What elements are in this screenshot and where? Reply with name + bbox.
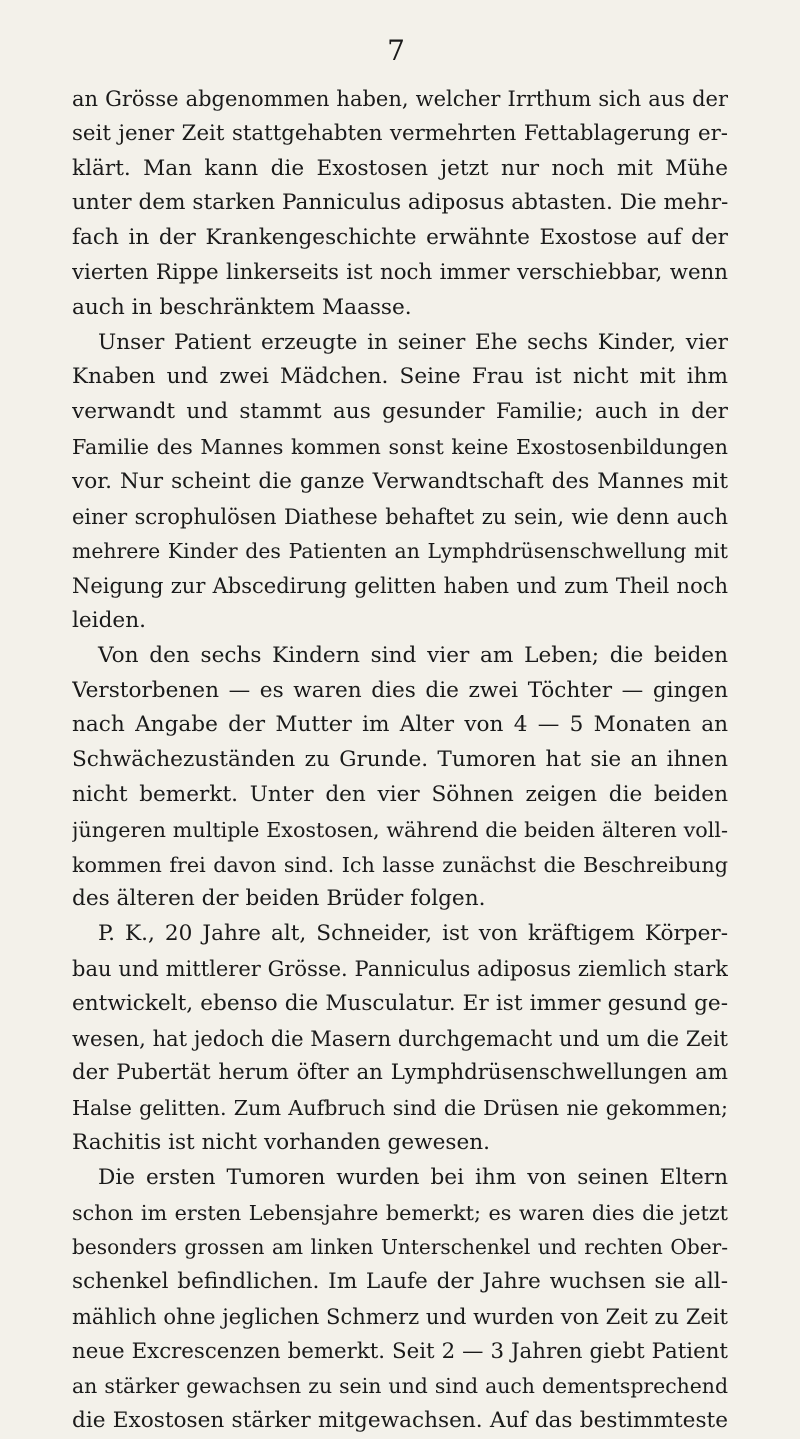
text-line: wesen, hat jedoch die Masern durchgemacht und um die Zeit [72, 1026, 728, 1051]
text-line: vierten Rippe linkerseits ist noch immer verschiebbar, wenn [72, 259, 728, 285]
text-line: unter dem starken Panniculus adiposus abtasten. Die mehr- [72, 190, 728, 216]
text-line: fach in der Krankengeschichte erwähnte Exostose auf der [72, 225, 728, 251]
text-line: nach Angabe der Mutter im Alter von 4 — 5 Monaten an [72, 712, 728, 738]
text-line: vor. Nur scheint die ganze Verwandtschaft des Mannes mit [72, 468, 728, 494]
text-line: Knaben und zwei Mädchen. Seine Frau ist nicht mit ihm [72, 364, 728, 390]
text-line: Halse gelitten. Zum Aufbruch sind die Drüsen nie gekommen; [72, 1096, 728, 1121]
text-line: Verstorbenen — es waren dies die zwei Töchter — gingen [72, 677, 728, 703]
text-line: bau und mittlerer Grösse. Panniculus adiposus ziemlich stark [72, 956, 728, 981]
text-line: P. K., 20 Jahre alt, Schneider, ist von kräftigem Körper- [98, 921, 728, 947]
text-line: kommen frei davon sind. Ich lasse zunächst die Beschreibung [72, 852, 728, 877]
text-line: Von den sechs Kindern sind vier am Leben; die beiden [98, 642, 728, 668]
text-line: auch in beschränktem Maasse. [72, 294, 412, 320]
text-line: neue Excrescenzen bemerkt. Seit 2 — 3 Jahren giebt Patient [72, 1338, 728, 1364]
text-line: jüngeren multiple Exostosen, während die beiden älteren voll- [72, 817, 728, 842]
text-line: an Grösse abgenommen haben, welcher Irrthum sich aus der [72, 87, 728, 111]
text-line: nicht bemerkt. Unter den vier Söhnen zeigen die beiden [72, 781, 728, 807]
text-line: der Pubertät herum öfter an Lymphdrüsenschwellungen am [72, 1060, 728, 1086]
text-line: seit jener Zeit stattgehabten vermehrten Fettablagerung er- [72, 120, 728, 146]
text-line: Neigung zur Abscedirung gelitten haben und zum Theil noch [72, 574, 728, 599]
text-line: klärt. Man kann die Exostosen jetzt nur noch mit Mühe [72, 155, 728, 181]
text-line: Die ersten Tumoren wurden bei ihm von seinen Eltern [98, 1164, 728, 1190]
text-line: leiden. [72, 607, 146, 633]
text-line: schenkel befindlichen. Im Laufe der Jahre wuchsen sie all- [72, 1269, 728, 1295]
page-number: 7 [387, 34, 405, 67]
text-line: einer scrophulösen Diathese behaftet zu sein, wie denn auch [72, 504, 728, 529]
text-line: Schwächezuständen zu Grunde. Tumoren hat sie an ihnen [72, 747, 728, 773]
text-line: an stärker gewachsen zu sein und sind auch dementsprechend [72, 1374, 728, 1399]
text-line: besonders grossen am linken Unterschenkel und rechten Ober- [72, 1235, 728, 1260]
body-text [72, 82, 728, 1439]
text-line: mählich ohne jeglichen Schmerz und wurden von Zeit zu Zeit [72, 1304, 728, 1329]
text-line: Familie des Mannes kommen sonst keine Exostosenbildungen [72, 434, 728, 459]
text-line: verwandt und stammt aus gesunder Familie; auch in der [72, 399, 728, 425]
text-line: die Exostosen stärker mitgewachsen. Auf das bestimmteste [72, 1408, 728, 1434]
text-line: entwickelt, ebenso die Musculatur. Er ist immer gesund ge- [72, 990, 728, 1016]
text-line: mehrere Kinder des Patienten an Lymphdrüsenschwellung mit [72, 539, 728, 564]
text-line: des älteren der beiden Brüder folgen. [72, 886, 486, 912]
text-line: Rachitis ist nicht vorhanden gewesen. [72, 1129, 491, 1155]
text-line: Unser Patient erzeugte in seiner Ehe sechs Kinder, vier [98, 329, 728, 355]
text-line: schon im ersten Lebensjahre bemerkt; es waren dies die jetzt [72, 1200, 728, 1225]
